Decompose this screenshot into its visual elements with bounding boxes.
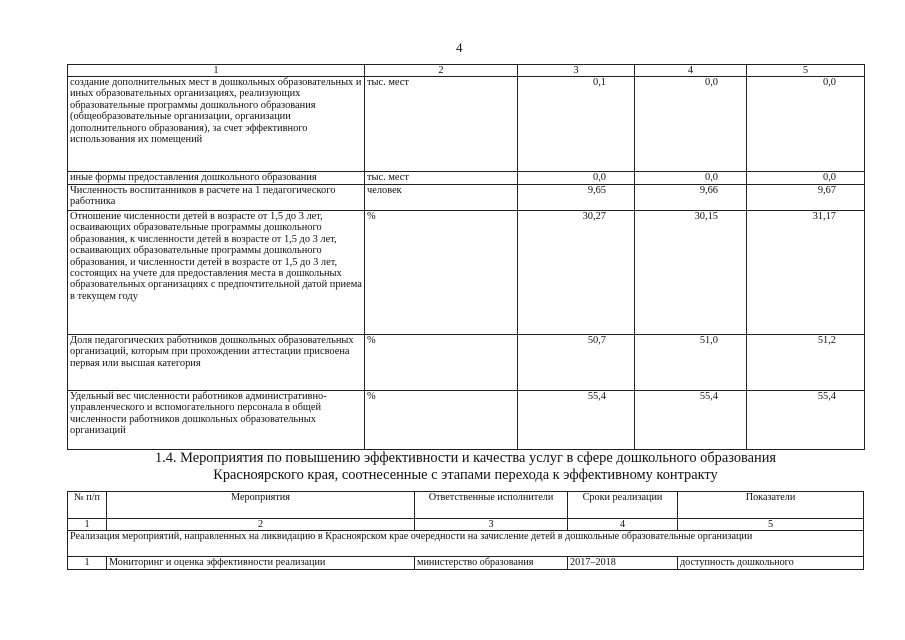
col-number-3: 3 xyxy=(415,519,568,531)
value-cell: 9,67 xyxy=(747,185,865,211)
table-row xyxy=(68,335,865,391)
header-terms: Сроки реализации xyxy=(568,492,678,519)
indicator-unit: человек xyxy=(365,185,518,211)
header-activities: Мероприятия xyxy=(107,492,415,519)
group-title: Реализация мероприятий, направленных на ликвидацию в Красноярском крае очередности на зачисление детей в дошкольные образовательные организации xyxy=(68,531,864,557)
page-number: 4 xyxy=(456,40,463,55)
col-number-5: 5 xyxy=(747,65,865,77)
col-number-1: 1 xyxy=(68,65,365,77)
row-number: 1 xyxy=(68,557,107,570)
indicator-label: Удельный вес численности работников административно-управленческого и вспомогательного персонала в общей численности работников дошкольных образовательных организаций xyxy=(68,391,365,450)
value-cell: 31,17 xyxy=(747,211,865,335)
value-cell: 0,0 xyxy=(747,172,865,185)
value-cell: 55,4 xyxy=(747,391,865,450)
col-number-3: 3 xyxy=(518,65,635,77)
header-indicators: Показатели xyxy=(678,492,864,519)
indicator-unit: % xyxy=(365,335,518,391)
indicator-unit: % xyxy=(365,211,518,335)
terms-text: 2017–2018 xyxy=(568,557,678,570)
indicator-unit: тыс. мест xyxy=(365,77,518,172)
value-cell: 55,4 xyxy=(635,391,747,450)
value-cell: 0,0 xyxy=(518,172,635,185)
header-responsible: Ответственные исполнители xyxy=(415,492,568,519)
col-number-2: 2 xyxy=(365,65,518,77)
table-row xyxy=(68,77,865,172)
table-row xyxy=(68,557,864,570)
col-number-4: 4 xyxy=(568,519,678,531)
value-cell: 9,66 xyxy=(635,185,747,211)
table-header-row xyxy=(68,492,864,519)
table-header-row xyxy=(68,65,865,77)
table-row xyxy=(68,185,865,211)
value-cell: 50,7 xyxy=(518,335,635,391)
col-number-1: 1 xyxy=(68,519,107,531)
value-cell: 51,2 xyxy=(747,335,865,391)
value-cell: 30,15 xyxy=(635,211,747,335)
value-cell: 0,1 xyxy=(518,77,635,172)
group-title-row xyxy=(68,531,864,557)
table-row xyxy=(68,172,865,185)
activity-text: Мониторинг и оценка эффективности реализации xyxy=(107,557,415,570)
col-number-5: 5 xyxy=(678,519,864,531)
section-heading-line-1: 1.4. Мероприятия по повышению эффективности и качества услуг в сфере дошкольного образования xyxy=(154,450,777,466)
value-cell: 51,0 xyxy=(635,335,747,391)
value-cell: 9,65 xyxy=(518,185,635,211)
table-row xyxy=(68,211,865,335)
value-cell: 30,27 xyxy=(518,211,635,335)
indicator-label: Доля педагогических работников дошкольных образовательных организаций, которым при прохождении аттестации присвоена первая или высшая категория xyxy=(68,335,365,391)
indicators-table xyxy=(67,64,865,450)
value-cell: 0,0 xyxy=(635,172,747,185)
indicator-text: доступность дошкольного xyxy=(678,557,864,570)
section-heading xyxy=(67,450,864,484)
header-number: № п/п xyxy=(68,492,107,519)
col-number-4: 4 xyxy=(635,65,747,77)
value-cell: 0,0 xyxy=(635,77,747,172)
table-row xyxy=(68,391,865,450)
section-heading-line-2: Красноярского края, соотнесенные с этапами перехода к эффективному контракту xyxy=(213,467,718,483)
column-number-row xyxy=(68,519,864,531)
indicator-label: создание дополнительных мест в дошкольных образовательных и иных образовательных организациях, реализующих образовательные программы дошкольного образования (общеобразовательные организации, организации дополнительного образования), за счет эффективного использования их помещений xyxy=(68,77,365,172)
indicator-label: Отношение численности детей в возрасте от 1,5 до 3 лет, осваивающих образовательные программы дошкольного образования, к численности детей в возрасте от 1,5 до 3 лет, осваивающих образовательные программы дошкольного образования, и численности детей в возрасте от 1,5 до 3 лет, состоящих на учете для предоставления места в дошкольных образовательных организациях с предпочтительной датой приема в текущем году xyxy=(68,211,365,335)
value-cell: 55,4 xyxy=(518,391,635,450)
indicator-label: Численность воспитанников в расчете на 1 педагогического работника xyxy=(68,185,365,211)
indicator-label: иные формы предоставления дошкольного образования xyxy=(68,172,365,185)
indicator-unit: тыс. мест xyxy=(365,172,518,185)
col-number-2: 2 xyxy=(107,519,415,531)
indicator-unit: % xyxy=(365,391,518,450)
activities-table xyxy=(67,491,864,570)
value-cell: 0,0 xyxy=(747,77,865,172)
responsible-text: министерство образования xyxy=(415,557,568,570)
